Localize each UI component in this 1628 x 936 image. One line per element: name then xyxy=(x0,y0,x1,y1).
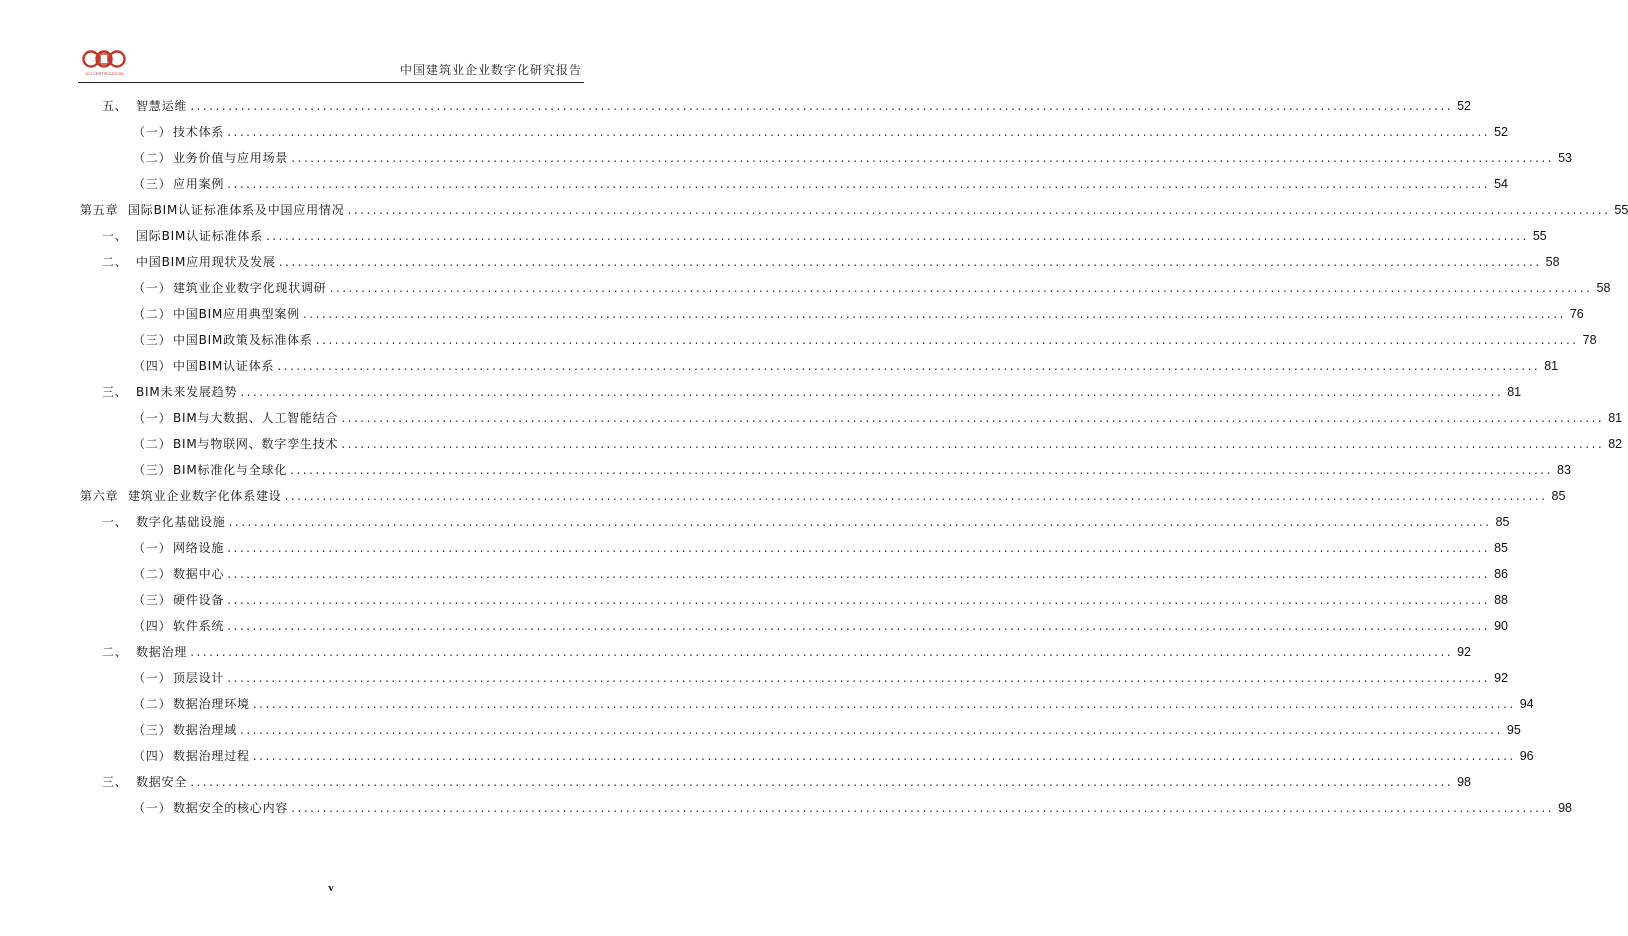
toc-number: 第六章 xyxy=(80,489,119,503)
toc-title: 数据安全的核心内容 xyxy=(173,801,289,815)
toc-entry[interactable] xyxy=(133,144,1572,166)
toc-page-number: 94 xyxy=(1519,697,1534,711)
toc-page-number: 81 xyxy=(1608,411,1623,425)
dot-leader: ........................................................................................................................................................................................................ xyxy=(227,567,1491,581)
toc-title: 中国BIM应用典型案例 xyxy=(173,307,300,321)
toc-page-number: 83 xyxy=(1557,463,1571,477)
toc-number: 三、 xyxy=(102,775,128,789)
toc-number: 二、 xyxy=(102,645,128,659)
dot-leader: ........................................................................................................................................................................................................ xyxy=(341,411,1605,425)
toc-entry[interactable] xyxy=(133,612,1508,634)
toc-entry[interactable] xyxy=(102,222,1547,244)
toc-entry[interactable] xyxy=(133,170,1508,192)
dot-leader: ........................................................................................................................................................................................................ xyxy=(227,593,1491,607)
toc-title: 中国BIM应用现状及发展 xyxy=(136,255,276,269)
page-number: v xyxy=(328,882,334,894)
toc-page-number: 96 xyxy=(1519,749,1534,763)
toc-entry[interactable] xyxy=(133,716,1521,738)
dot-leader: ........................................................................................................................................................................................................ xyxy=(329,281,1593,295)
dot-leader: ........................................................................................................................................................................................................ xyxy=(227,619,1491,633)
toc-entry[interactable] xyxy=(102,508,1510,530)
toc-number: （三） xyxy=(133,463,172,477)
toc-page-number: 95 xyxy=(1506,723,1521,737)
toc-entry[interactable] xyxy=(133,456,1571,478)
dot-leader: ........................................................................................................................................................................................................ xyxy=(252,749,1516,763)
toc-entry[interactable] xyxy=(133,430,1623,452)
dot-leader: ........................................................................................................................................................................................................ xyxy=(291,801,1555,815)
toc-page-number: 86 xyxy=(1494,567,1508,581)
dot-leader: ........................................................................................................................................................................................................ xyxy=(227,177,1491,191)
toc-title: BIM标准化与全球化 xyxy=(173,463,288,477)
page-header xyxy=(78,42,584,83)
toc-page-number: 92 xyxy=(1457,645,1471,659)
toc-number: （一） xyxy=(133,801,172,815)
dot-leader: ........................................................................................................................................................................................................ xyxy=(278,255,1542,269)
toc-page-number: 55 xyxy=(1532,229,1547,243)
toc-title: 业务价值与应用场景 xyxy=(173,151,289,165)
dot-leader: ........................................................................................................................................................................................................ xyxy=(252,697,1516,711)
toc-title: BIM与物联网、数字孪生技术 xyxy=(173,437,339,451)
toc-page-number: 58 xyxy=(1596,281,1611,295)
dot-leader: ........................................................................................................................................................................................................ xyxy=(291,151,1555,165)
toc-number: （二） xyxy=(133,437,172,451)
toc-title: 软件系统 xyxy=(173,619,225,633)
toc-title: 硬件设备 xyxy=(173,593,225,607)
toc-title: 国际BIM认证标准体系及中国应用情况 xyxy=(128,203,345,217)
toc-title: 数据安全 xyxy=(136,775,188,789)
dot-leader: ........................................................................................................................................................................................................ xyxy=(290,463,1554,477)
toc-number: （二） xyxy=(133,307,172,321)
toc-number: （四） xyxy=(133,749,172,763)
toc-number: （一） xyxy=(133,411,172,425)
svg-text:JGJ CERTIFICATION: JGJ CERTIFICATION xyxy=(84,71,124,76)
toc-entry[interactable] xyxy=(133,118,1508,140)
toc-page-number: 92 xyxy=(1494,671,1508,685)
toc-entry[interactable] xyxy=(102,768,1471,790)
toc-number: 一、 xyxy=(102,229,128,243)
dot-leader: ........................................................................................................................................................................................................ xyxy=(240,723,1503,737)
toc-title: 数据治理 xyxy=(136,645,188,659)
toc-page-number: 58 xyxy=(1545,255,1560,269)
toc-entry[interactable] xyxy=(102,378,1522,400)
toc-title: 中国BIM政策及标准体系 xyxy=(173,333,313,347)
toc-entry[interactable] xyxy=(102,638,1471,660)
toc-title: 顶层设计 xyxy=(173,671,225,685)
dot-leader: ........................................................................................................................................................................................................ xyxy=(190,99,1454,113)
toc-entry[interactable] xyxy=(133,534,1508,556)
toc-title: 国际BIM认证标准体系 xyxy=(136,229,263,243)
report-title: 中国建筑业企业数字化研究报告 xyxy=(399,63,582,77)
toc-entry[interactable] xyxy=(133,274,1611,296)
toc-entry[interactable] xyxy=(133,664,1508,686)
toc-page-number: 98 xyxy=(1558,801,1572,815)
toc-page-number: 55 xyxy=(1614,203,1628,217)
toc-entry[interactable] xyxy=(133,326,1597,348)
toc-title: 应用案例 xyxy=(173,177,225,191)
toc-page-number: 52 xyxy=(1494,125,1508,139)
toc-page-number: 85 xyxy=(1495,515,1510,529)
toc-page-number: 82 xyxy=(1608,437,1623,451)
toc-number: （二） xyxy=(133,567,172,581)
toc-number: （三） xyxy=(133,177,172,191)
toc-number: （二） xyxy=(133,151,172,165)
dot-leader: ........................................................................................................................................................................................................ xyxy=(347,203,1611,217)
toc-entry[interactable] xyxy=(133,794,1572,816)
toc-title: 数据治理域 xyxy=(173,723,238,737)
toc-number: （三） xyxy=(133,723,172,737)
toc-entry[interactable] xyxy=(80,196,1628,218)
toc-number: 二、 xyxy=(102,255,128,269)
toc-entry[interactable] xyxy=(133,742,1534,764)
dot-leader: ........................................................................................................................................................................................................ xyxy=(341,437,1605,451)
dot-leader: ........................................................................................................................................................................................................ xyxy=(190,775,1454,789)
dot-leader: ........................................................................................................................................................................................................ xyxy=(227,541,1491,555)
toc-page-number: 78 xyxy=(1582,333,1597,347)
toc-number: （一） xyxy=(133,541,172,555)
toc-title: 建筑业企业数字化体系建设 xyxy=(128,489,282,503)
toc-page-number: 85 xyxy=(1551,489,1566,503)
toc-entry[interactable] xyxy=(80,482,1566,504)
dot-leader: ........................................................................................................................................................................................................ xyxy=(227,671,1491,685)
toc-entry[interactable] xyxy=(133,560,1508,582)
dot-leader: ........................................................................................................................................................................................................ xyxy=(315,333,1579,347)
toc-entry[interactable] xyxy=(133,586,1508,608)
toc-entry[interactable] xyxy=(133,300,1584,322)
toc-page-number: 54 xyxy=(1494,177,1508,191)
toc-number: （一） xyxy=(133,281,172,295)
toc-title: 数据治理过程 xyxy=(173,749,250,763)
toc-page-number: 88 xyxy=(1494,593,1508,607)
toc-number: （一） xyxy=(133,125,172,139)
toc-title: BIM未来发展趋势 xyxy=(136,385,238,399)
toc-entry[interactable] xyxy=(133,690,1534,712)
toc-page-number: 90 xyxy=(1494,619,1508,633)
toc-number: （三） xyxy=(133,333,172,347)
toc-entry[interactable] xyxy=(102,248,1560,270)
toc-number: （二） xyxy=(133,697,172,711)
toc-entry[interactable] xyxy=(133,404,1623,426)
toc-title: 建筑业企业数字化现状调研 xyxy=(173,281,327,295)
dot-leader: ........................................................................................................................................................................................................ xyxy=(228,515,1492,529)
toc-title: 智慧运维 xyxy=(136,99,188,113)
dot-leader: ........................................................................................................................................................................................................ xyxy=(227,125,1491,139)
toc-number: 五、 xyxy=(102,99,128,113)
dot-leader: ........................................................................................................................................................................................................ xyxy=(302,307,1566,321)
dot-leader: ........................................................................................................................................................................................................ xyxy=(284,489,1548,503)
toc-number: （三） xyxy=(133,593,172,607)
toc-page-number: 85 xyxy=(1494,541,1508,555)
dot-leader: ........................................................................................................................................................................................................ xyxy=(265,229,1529,243)
toc-title: 中国BIM认证体系 xyxy=(173,359,275,373)
company-logo xyxy=(82,48,126,78)
toc-entry[interactable] xyxy=(133,352,1559,374)
toc-number: （四） xyxy=(133,619,172,633)
toc-title: 技术体系 xyxy=(173,125,225,139)
toc-title: BIM与大数据、人工智能结合 xyxy=(173,411,339,425)
toc-title: 数字化基础设施 xyxy=(136,515,226,529)
toc-page-number: 53 xyxy=(1558,151,1572,165)
dot-leader: ........................................................................................................................................................................................................ xyxy=(190,645,1454,659)
toc-number: 第五章 xyxy=(80,203,119,217)
dot-leader: ........................................................................................................................................................................................................ xyxy=(240,385,1504,399)
toc-page-number: 81 xyxy=(1544,359,1559,373)
toc-page-number: 98 xyxy=(1457,775,1471,789)
toc-number: （一） xyxy=(133,671,172,685)
toc-entry[interactable] xyxy=(102,92,1471,114)
toc-number: （四） xyxy=(133,359,172,373)
toc-page-number: 81 xyxy=(1507,385,1522,399)
dot-leader: ........................................................................................................................................................................................................ xyxy=(277,359,1541,373)
toc-title: 数据中心 xyxy=(173,567,225,581)
toc-page-number: 76 xyxy=(1569,307,1584,321)
toc-title: 数据治理环境 xyxy=(173,697,250,711)
toc-page-number: 52 xyxy=(1457,99,1471,113)
toc-title: 网络设施 xyxy=(173,541,225,555)
toc-number: 一、 xyxy=(102,515,128,529)
toc-number: 三、 xyxy=(102,385,128,399)
